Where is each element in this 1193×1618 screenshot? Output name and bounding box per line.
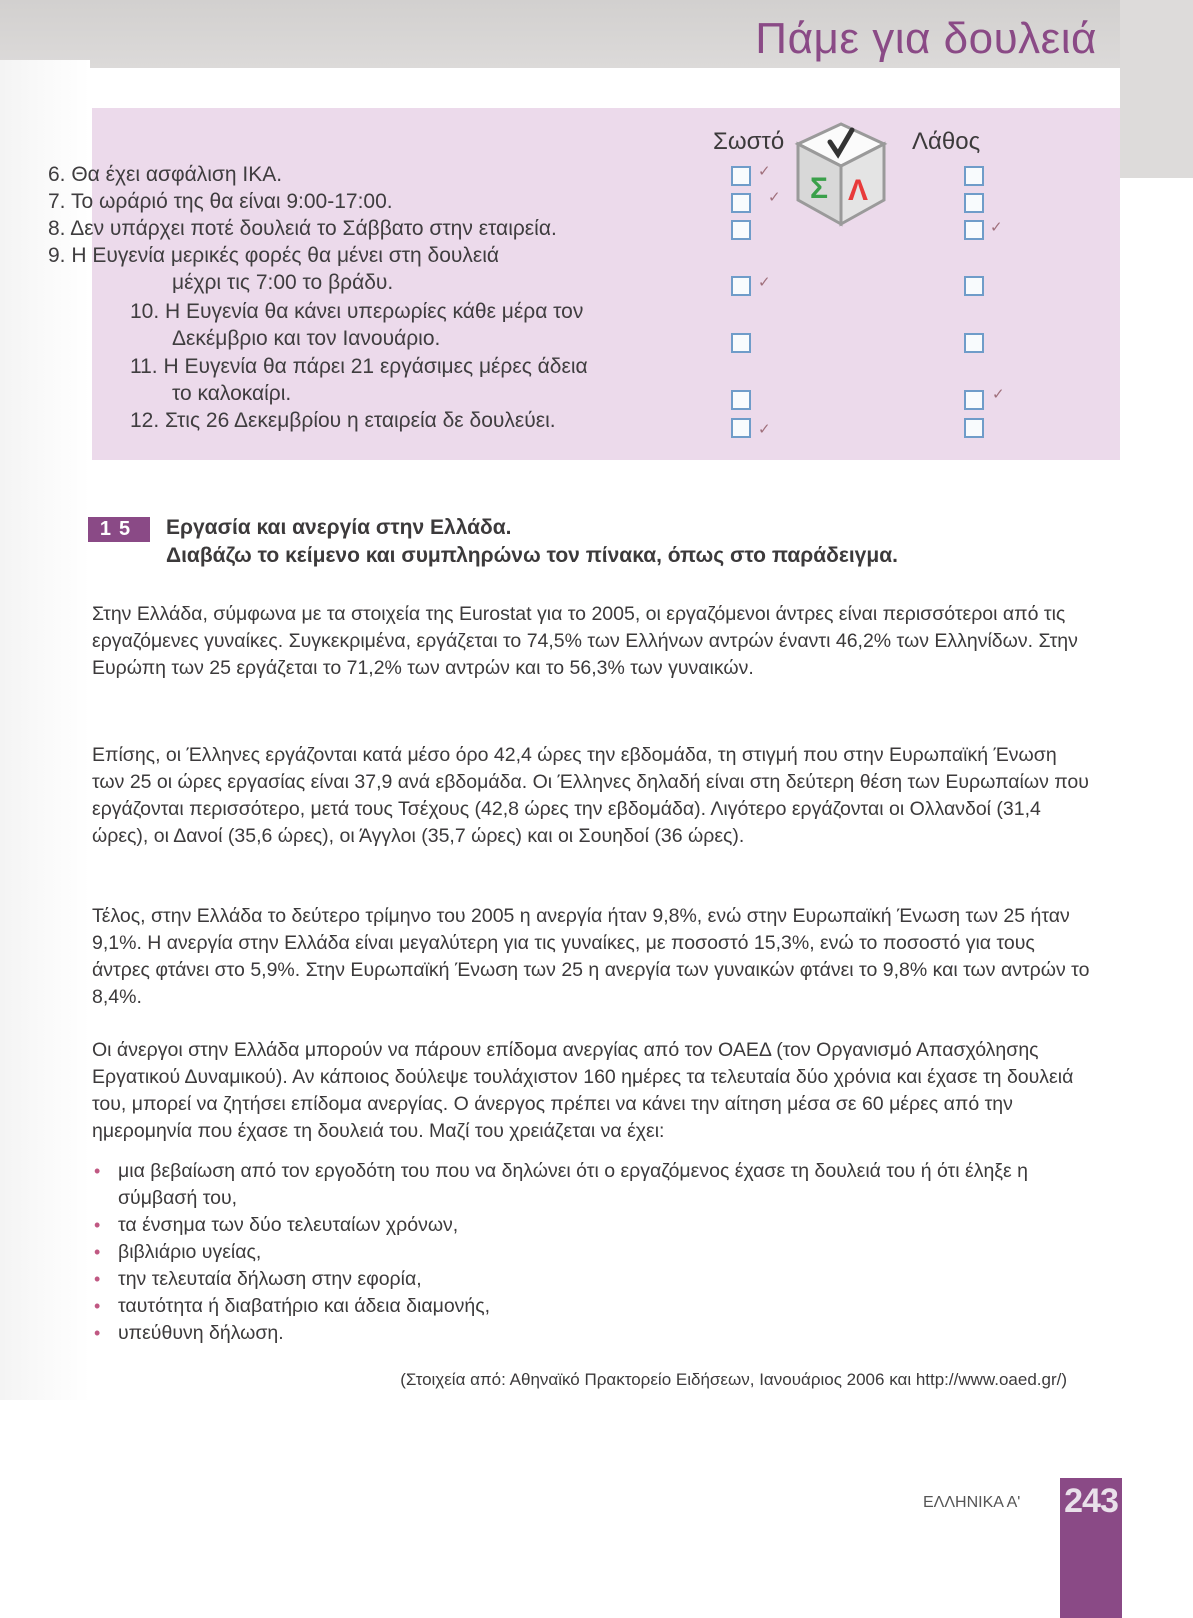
exercise-number-badge: 15 (88, 517, 150, 542)
page-title: Πάμε για δουλειά (755, 14, 1097, 63)
checkbox-wrong-8[interactable] (964, 220, 984, 240)
quiz-item-8: 8. Δεν υπάρχει ποτέ δουλειά το Σάββατο στην εταιρεία. (48, 217, 557, 240)
checkbox-wrong-10[interactable] (964, 333, 984, 353)
paragraph-working-hours: Επίσης, οι Έλληνες εργάζονται κατά μέσο όρο 42,4 ώρες την εβδομάδα, τη στιγμή που στην Ευρωπαϊκή Ένωση των 25 οι ώρες εργασίας είναι 37,9 ανά εβδομάδα. Οι Έλληνες δηλαδή είναι στη δεύτερη θέση των Ευρωπαίων που εργάζονται περισσότερο, μετά τους Τσέχους (42,8 ώρες την εβδομάδα). Λιγότερο εργάζονται οι Ολλανδοί (31,4 ώρες), οι Δανοί (35,6 ώρες), οι Άγγλοι (35,7 ώρες) και οι Σουηδοί (36 ώρες). (92, 744, 1089, 847)
checkbox-wrong-6[interactable] (964, 166, 984, 186)
paragraph-employment: Στην Ελλάδα, σύμφωνα με τα στοιχεία της Eurostat για το 2005, οι εργαζόμενοι άντρες είναι περισσότεροι από τις εργαζόμενες γυναίκες. Συγκεκριμένα, εργάζεται το 74,5% των Ελλήνων αντρών έναντι 46,2% των Ελληνίδων. Στην Ευρώπη των 25 εργάζεται το 71,2% των αντρών και το 56,3% των γυναικών. (92, 603, 1078, 679)
section-heading (166, 514, 898, 570)
quiz-item-6: 6. Θα έχει ασφάλιση ΙΚΑ. (48, 163, 283, 186)
required-documents-list (92, 1158, 1092, 1347)
checkbox-wrong-7[interactable] (964, 193, 984, 213)
lambda-letter: Λ (848, 174, 869, 207)
sigma-letter: Σ (810, 172, 829, 205)
checkbox-wrong-12[interactable] (964, 418, 984, 438)
quiz-item-11: 11. Η Ευγενία θα πάρει 21 εργάσιμες μέρες άδεια (130, 355, 588, 378)
quiz-item-10: 10. Η Ευγενία θα κάνει υπερωρίες κάθε μέρα τον (130, 300, 584, 323)
source-citation: (Στοιχεία από: Αθηναϊκό Πρακτορείο Ειδήσεων, Ιανουάριος 2006 και http://www.oaed.gr/) (400, 1370, 1067, 1389)
list-item: • βιβλιάριο υγείας, (92, 1239, 1092, 1266)
page-number: 243 (1064, 1482, 1118, 1520)
section-instruction: Διαβάζω το κείμενο και συμπληρώνω τον πίνακα, όπως στο παράδειγμα. (166, 544, 898, 567)
paragraph-benefits: Οι άνεργοι στην Ελλάδα μπορούν να πάρουν επίδομα ανεργίας από τον ΟΑΕΔ (τον Οργανισμό Απασχόλησης Εργατικού Δυναμικού). Αν κάποιος δούλεψε τουλάχιστον 160 ημέρες τα τελευταία δύο χρόνια και έχασε τη δουλειά του, μπορεί να ζητήσει επίδομα ανεργίας. Ο άνεργος πρέπει να κάνει την αίτηση μέσα σε 60 μέρες από την ημερομηνία που έχασε τη δουλειά του. Μαζί του χρειάζεται να έχει: (92, 1039, 1074, 1142)
handwritten-tick-icon: ✓ (758, 421, 771, 438)
quiz-item-11-cont: το καλοκαίρι. (172, 382, 292, 405)
handwritten-tick-icon: ✓ (768, 189, 781, 206)
checkbox-correct-7[interactable] (731, 193, 751, 213)
checkbox-wrong-11[interactable] (964, 390, 984, 410)
checkbox-correct-8[interactable] (731, 220, 751, 240)
book-title: ΕΛΛΗΝΙΚΑ Α' (923, 1494, 1021, 1511)
column-header-wrong: Λάθος (912, 128, 981, 155)
checkbox-wrong-9[interactable] (964, 276, 984, 296)
handwritten-tick-icon: ✓ (990, 219, 1003, 236)
cube-icon (792, 120, 890, 230)
checkbox-correct-9[interactable] (731, 276, 751, 296)
list-item: • ταυτότητα ή διαβατήριο και άδεια διαμονής, (92, 1293, 1092, 1320)
list-item: • τα ένσημα των δύο τελευταίων χρόνων, (92, 1212, 1092, 1239)
checkbox-correct-6[interactable] (731, 166, 751, 186)
section-title: Εργασία και ανεργία στην Ελλάδα. (166, 516, 512, 539)
right-band (1120, 0, 1193, 178)
quiz-item-7: 7. Το ωράριό της θα είναι 9:00-17:00. (48, 190, 393, 213)
column-header-correct: Σωστό (713, 128, 785, 155)
handwritten-tick-icon: ✓ (758, 163, 771, 180)
paragraph-unemployment: Τέλος, στην Ελλάδα το δεύτερο τρίμηνο του 2005 η ανεργία ήταν 9,8%, ενώ στην Ευρωπαϊκή Ένωση των 25 ήταν 9,1%. Η ανεργία στην Ελλάδα είναι μεγαλύτερη για τις γυναίκες, με ποσοστό 15,3%, ενώ το ποσοστό για τους άντρες φτάνει στο 5,9%. Στην Ευρωπαϊκή Ένωση των 25 η ανεργία των γυναικών φτάνει το 9,8% και των αντρών το 8,4%. (92, 905, 1090, 1008)
list-item: • την τελευταία δήλωση στην εφορία, (92, 1266, 1092, 1293)
handwritten-tick-icon: ✓ (758, 274, 771, 291)
checkbox-correct-10[interactable] (731, 333, 751, 353)
handwritten-tick-icon: ✓ (992, 386, 1005, 403)
quiz-item-12: 12. Στις 26 Δεκεμβρίου η εταιρεία δε δουλεύει. (130, 409, 556, 432)
checkbox-correct-11[interactable] (731, 390, 751, 410)
list-item: • υπεύθυνη δήλωση. (92, 1320, 1092, 1347)
quiz-item-10-cont: Δεκέμβριο και τον Ιανουάριο. (172, 327, 441, 350)
quiz-item-9: 9. Η Ευγενία μερικές φορές θα μένει στη δουλειά (48, 244, 500, 267)
checkbox-correct-12[interactable] (731, 418, 751, 438)
quiz-item-9-cont: μέχρι τις 7:00 το βράδυ. (172, 271, 394, 294)
list-item: • μια βεβαίωση από τον εργοδότη του που να δηλώνει ότι ο εργαζόμενος έχασε τη δουλειά του ή ότι έληξε η σύμβασή του, (92, 1158, 1092, 1212)
